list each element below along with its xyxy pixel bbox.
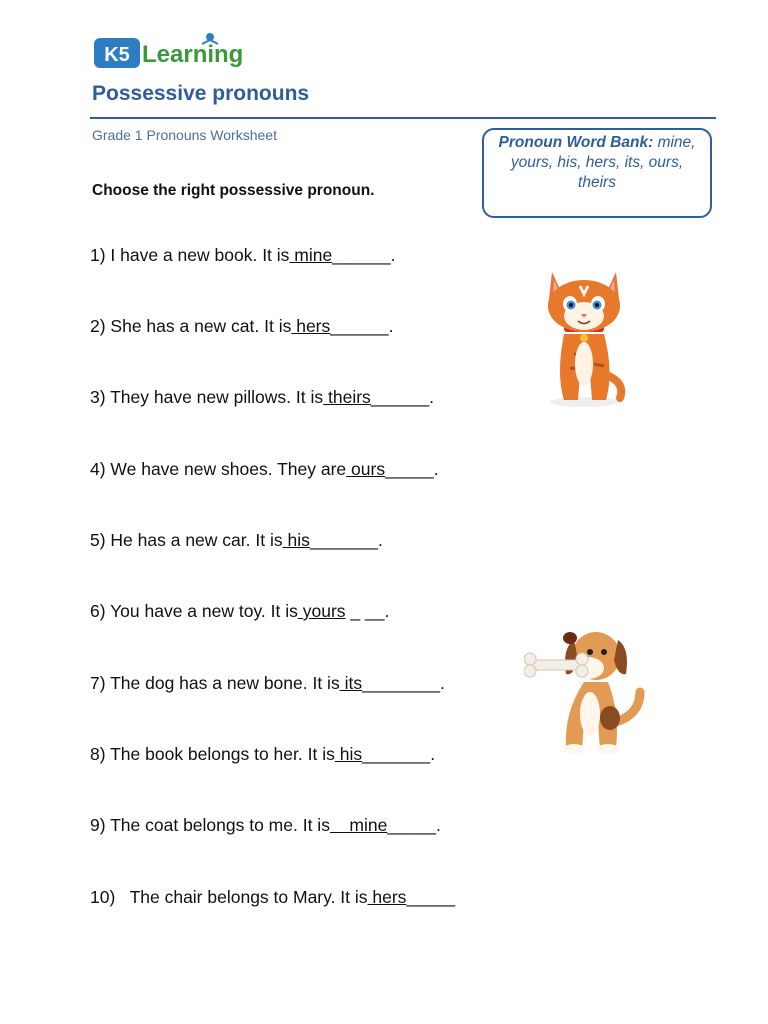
instruction-text: Choose the right possessive pronoun. [92,182,375,199]
question-3: 3) They have new pillows. It is theirs______. [90,387,435,407]
question-9: 9) The coat belongs to me. It is mine_____. [90,815,441,835]
answer-9: mine [329,815,388,835]
question-5: 5) He has a new car. It is his_______. [90,530,383,550]
question-1: 1) I have a new book. It is mine______. [90,245,396,265]
word-bank-label: Pronoun Word Bank: [498,134,654,151]
answer-3: theirs [323,387,371,407]
worksheet-subtitle: Grade 1 Pronouns Worksheet [92,127,277,143]
answer-2: hers [291,316,331,336]
question-7: 7) The dog has a new bone. It is its________. [90,673,445,693]
question-2: 2) She has a new cat. It is hers______. [90,316,394,336]
k5-learning-logo [92,28,262,76]
word-bank-words: mine, yours, his, hers, its, ours, theirs [510,134,696,191]
page-title: Possessive pronouns [92,82,310,105]
svg-text:K5: K5 [104,44,130,66]
cat-illustration [534,264,630,410]
answer-8: his [334,744,363,764]
question-4: 4) We have new shoes. They are ours_____. [90,459,439,479]
question-8: 8) The book belongs to her. It is his_______. [90,744,436,764]
question-10: 10) The chair belongs to Mary. It is hers_____ [90,887,456,907]
answer-4: ours [346,459,386,479]
svg-text:Learning: Learning [142,41,244,68]
answer-6: yours [297,601,346,621]
dog-illustration [524,622,654,758]
question-6: 6) You have a new toy. It is yours _ __. [90,601,390,621]
answer-7: its [339,673,363,693]
word-bank-box [482,128,712,218]
answer-10: hers [367,887,407,907]
answer-5: his [282,530,310,550]
title-divider [90,117,716,119]
answer-1: mine [289,245,333,265]
